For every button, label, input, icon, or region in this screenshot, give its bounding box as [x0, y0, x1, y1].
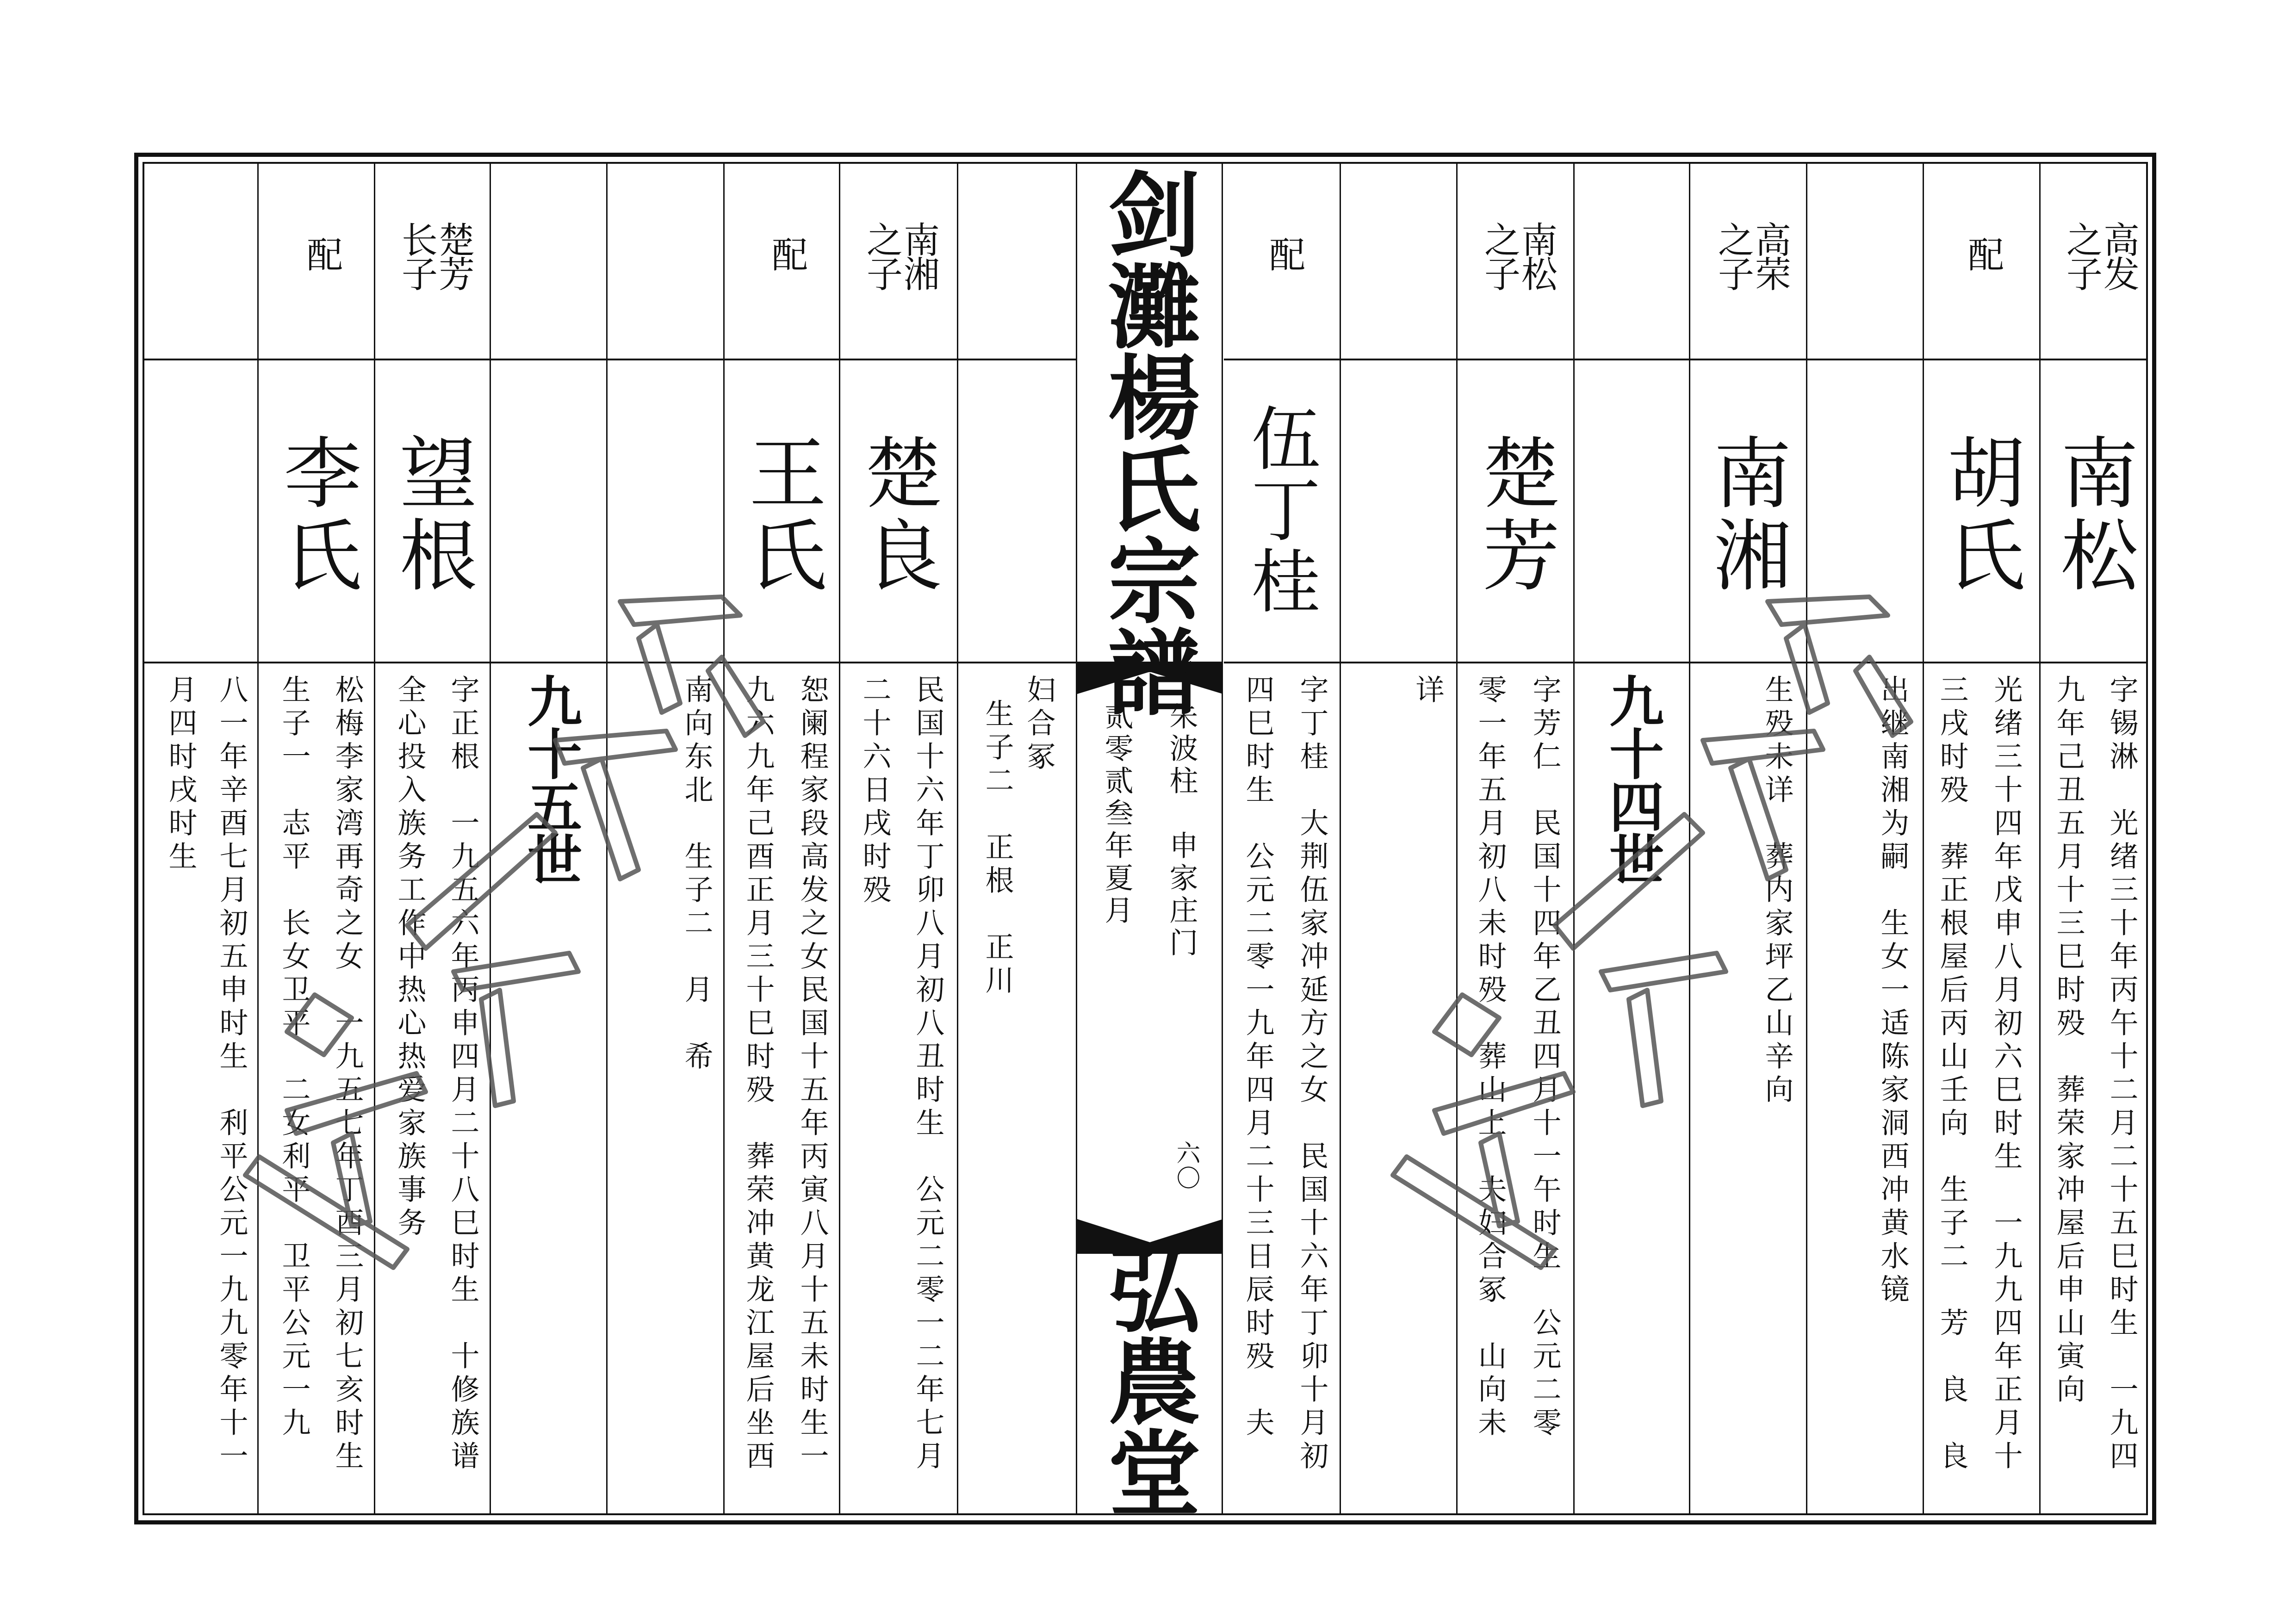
person-name: 楚良 [852, 433, 943, 597]
record-line: 全心投入族务工作中热心热爱家族事务 [393, 675, 427, 1241]
record-line: 零一年五月初八未时殁 葬山上 夫妇合冢 山向未 [1473, 675, 1507, 1441]
record-line: 八一年辛酉七月初五申时生 利平公元一九九零年十一 [215, 675, 248, 1474]
relation-label: 南湘 之子 [861, 221, 939, 290]
column-divider [723, 162, 725, 1515]
record-line: 字丁桂 大荆伍家冲延方之女 民国十六年丁卯十月初 [1295, 675, 1329, 1474]
column-divider [1689, 162, 1690, 1515]
record-line: 九年己丑五月十三巳时殁 葬荣家冲屋后申山寅向 [2052, 675, 2085, 1407]
record-line: 妇合冢 [1022, 675, 1056, 774]
record-line: 三戌时殁 葬正根屋后丙山壬向 生子二 芳 良 良 [1935, 675, 1969, 1474]
column-divider [1923, 162, 1924, 1515]
rule-relation [1224, 359, 2148, 360]
rule-relation [143, 359, 1077, 360]
record-line: 详 [1411, 675, 1445, 708]
person-name: 南松 [2048, 433, 2139, 597]
generation-heading-left: 九十五世 [518, 673, 583, 884]
record-line: 光绪三十四年戊申八月初六巳时生 一九九四年正月十 [1989, 675, 2023, 1474]
relation-label: 高荣 之子 [1712, 221, 1791, 290]
record-line: 民国十六年丁卯八月初八丑时生 公元二零一二年七月 [911, 675, 945, 1474]
rule-name [143, 662, 1077, 663]
column-divider [374, 162, 375, 1515]
person-name: 胡氏 [1935, 433, 2025, 597]
relation-label: 配 [301, 236, 342, 270]
person-name: 李氏 [271, 433, 362, 597]
relation-label: 南松 之子 [1478, 221, 1557, 290]
person-name: 南湘 [1701, 433, 1792, 597]
record-line: 生殁未详 葬内家坪乙山辛向 [1760, 675, 1794, 1108]
hall-name: 弘農堂 [1092, 1242, 1201, 1517]
column-divider [606, 162, 608, 1515]
column-divider [839, 162, 840, 1515]
person-name: 王氏 [736, 433, 827, 597]
record-line: 字正根 一九五六年丙申四月二十八巳时生 十修族谱 [446, 675, 480, 1474]
relation-label: 楚芳 长子 [396, 221, 474, 290]
column-divider [1806, 162, 1807, 1515]
person-name: 伍丁桂 [1239, 403, 1320, 616]
relation-label: 高发 之子 [2060, 221, 2139, 290]
column-divider [1573, 162, 1575, 1515]
column-divider [2039, 162, 2041, 1515]
record-line: 字锡淋 光绪三十年丙午十二月二十五巳时生 一九四 [2105, 675, 2139, 1474]
column-divider [257, 162, 259, 1515]
person-name: 楚芳 [1470, 433, 1560, 597]
record-line: 生子一 志平 长女卫平 二女利平 卫平公元一九 [277, 675, 311, 1441]
relation-label: 配 [1263, 236, 1305, 270]
relation-label: 配 [1962, 236, 2004, 270]
column-divider [957, 162, 958, 1515]
generation-heading-right: 九十四世 [1600, 673, 1664, 884]
person-name: 望根 [387, 433, 478, 597]
column-divider [1456, 162, 1458, 1515]
page-number: 六〇 [1172, 1140, 1200, 1190]
record-line: 松梅李家湾再奇之女 一九五七年丁酉三月初七亥时生 [330, 675, 364, 1474]
record-line: 字芳仁 民国十四年乙丑四月十一午时生 公元二零 [1528, 675, 1562, 1441]
column-divider [1340, 162, 1341, 1515]
publisher-line-2: 贰零贰叁年夏月 [1100, 701, 1134, 928]
record-line: 南向东北 生子二 月 希 [680, 675, 714, 1074]
record-line: 九六九年己酉正月三十巳时殁 葬荣冲黄龙江屋后坐西 [741, 675, 775, 1474]
rule-name [1224, 662, 2148, 663]
record-line: 二十六日戌时殁 [858, 675, 892, 908]
column-divider [490, 162, 491, 1515]
record-line: 四巳时生 公元二零一九年四月二十三日辰时殁 夫 [1241, 675, 1275, 1441]
relation-label: 配 [766, 236, 807, 270]
record-line: 月四时戌时生 [164, 675, 198, 874]
book-title: 剑灘楊氏宗譜 [1092, 167, 1201, 716]
record-line: 生子二 正根 正川 [980, 699, 1014, 998]
record-line: 出继南湘为嗣 生女一适陈家洞西冲黄水镜 [1876, 675, 1910, 1307]
record-line: 恕阑程家段高发之女民国十五年丙寅八月十五未时生一 [795, 675, 829, 1474]
publisher-line-1: 朱波柱 申家庄门 [1165, 701, 1198, 960]
